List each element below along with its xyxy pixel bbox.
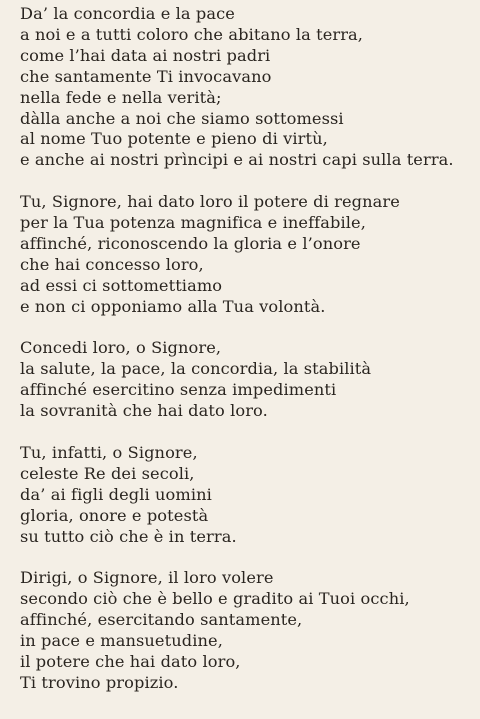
verse-line: Tu, Signore, hai dato loro il potere di regnare xyxy=(20,192,400,212)
verse-line: nella fede e nella verità; xyxy=(20,87,222,107)
verse-line: secondo ciò che è bello e gradito ai Tuoi occhi, xyxy=(20,589,410,609)
verse-line: affinché, riconoscendo la gloria e l’onore xyxy=(20,233,361,253)
verse-line: affinché, esercitando santamente, xyxy=(20,610,303,630)
verse-line: la salute, la pace, la concordia, la stabilità xyxy=(20,359,372,379)
verse-line: Dirigi, o Signore, il loro volere xyxy=(20,568,274,588)
verse-line: Da’ la concordia e la pace xyxy=(20,4,235,23)
verse-line: e anche ai nostri prìncipi e ai nostri capi sulla terra. xyxy=(20,150,454,170)
verse-line: che santamente Ti invocavano xyxy=(20,66,272,86)
verse-line: da’ ai figli degli uomini xyxy=(20,484,212,504)
verse-line: e non ci opponiamo alla Tua volontà. xyxy=(20,296,326,316)
verse-line: Tu, infatti, o Signore, xyxy=(20,442,198,462)
verse-line: come l’hai data ai nostri padri xyxy=(20,45,271,65)
verse-line: a noi e a tutti coloro che abitano la terra, xyxy=(20,24,364,44)
verse-line: la sovranità che hai dato loro. xyxy=(20,401,268,421)
verse-line: il potere che hai dato loro, xyxy=(20,652,241,672)
verse-line: che hai concesso loro, xyxy=(20,254,204,274)
verse-line: in pace e mansuetudine, xyxy=(20,631,223,651)
verse-line: Ti trovino propizio. xyxy=(20,672,179,692)
verse-line: gloria, onore e potestà xyxy=(20,505,209,525)
verse-line: dàlla anche a noi che siamo sottomessi xyxy=(20,108,344,128)
stanza-1 xyxy=(20,4,480,171)
verse-line: per la Tua potenza magnifica e ineffabile, xyxy=(20,213,366,233)
stanza-5 xyxy=(20,568,480,693)
stanza-2 xyxy=(20,192,480,317)
stanza-4 xyxy=(20,443,480,548)
verse-line: Concedi loro, o Signore, xyxy=(20,338,222,358)
verse-line: ad essi ci sottomettiamo xyxy=(20,275,223,295)
verse-line: affinché esercitino senza impedimenti xyxy=(20,380,337,400)
verse-line: su tutto ciò che è in terra. xyxy=(20,526,237,546)
stanza-3 xyxy=(20,338,480,422)
verse-line: al nome Tuo potente e pieno di virtù, xyxy=(20,129,328,149)
verse-line: celeste Re dei secoli, xyxy=(20,463,195,483)
